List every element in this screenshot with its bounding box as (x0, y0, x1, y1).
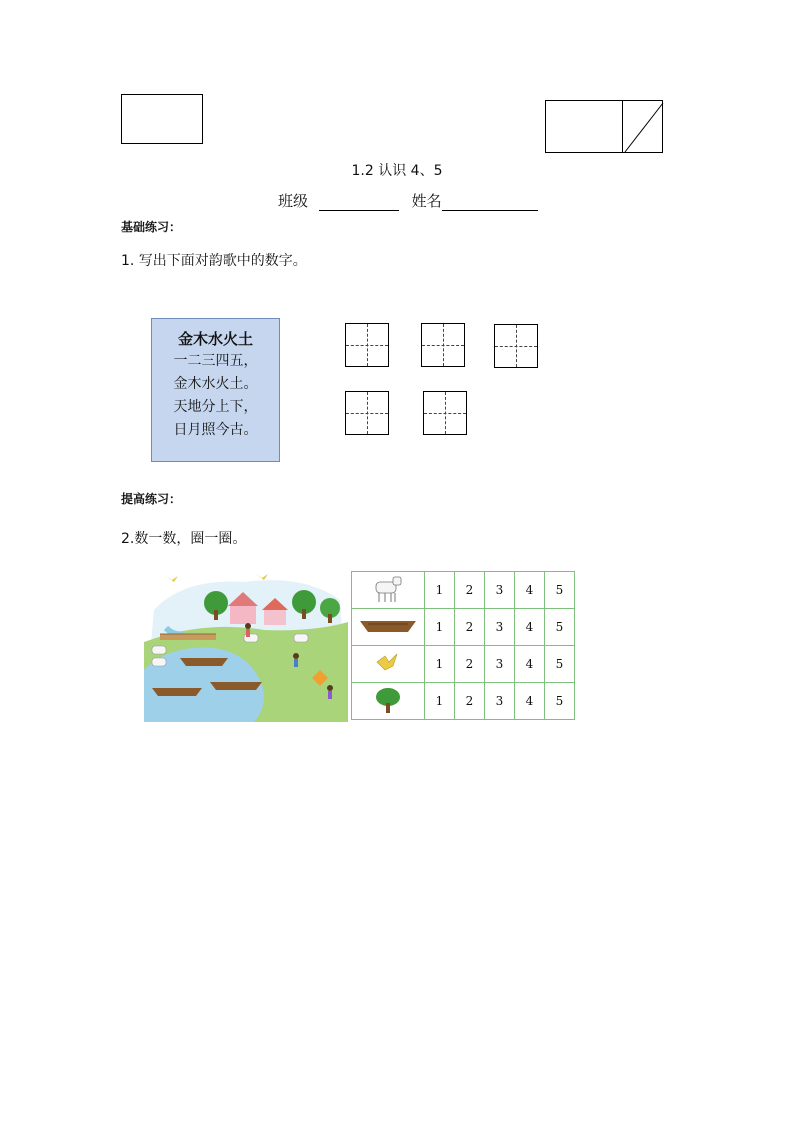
poem-line: 天地分上下， (173, 399, 258, 415)
section-heading-advanced: 提高练习： (121, 492, 182, 506)
writing-grid[interactable] (345, 391, 389, 435)
number-choice[interactable]: 5 (545, 572, 575, 609)
number-choice[interactable]: 5 (545, 683, 575, 720)
number-choice[interactable]: 5 (545, 609, 575, 646)
score-box (545, 100, 663, 153)
name-label: 姓名 (411, 192, 442, 210)
slash-mark (623, 101, 665, 154)
section-heading-basic: 基础练习： (121, 220, 182, 234)
boat-icon (352, 609, 425, 646)
blank-box (121, 94, 203, 144)
page-title: 1.2 认识 4、5 (351, 163, 443, 179)
bird-icon (352, 646, 425, 683)
table-row (352, 683, 575, 720)
number-choice[interactable]: 2 (455, 646, 485, 683)
class-label: 班级 (278, 192, 309, 210)
number-choice[interactable]: 1 (425, 646, 455, 683)
table-row (352, 572, 575, 609)
number-choice[interactable]: 3 (485, 683, 515, 720)
table-row (352, 646, 575, 683)
number-choice[interactable]: 4 (515, 609, 545, 646)
tree-icon (352, 683, 425, 720)
question-2: 2.数一数，圈一圈。 (121, 531, 247, 547)
number-choice[interactable]: 5 (545, 646, 575, 683)
bird-icon (166, 574, 268, 582)
poem-line: 一二三四五， (173, 353, 258, 369)
goat-icon (352, 572, 425, 609)
number-choice[interactable]: 4 (515, 572, 545, 609)
number-choice[interactable]: 1 (425, 609, 455, 646)
poem-line: 日月照今古。 (173, 422, 258, 438)
writing-grid[interactable] (423, 391, 467, 435)
class-blank[interactable] (319, 194, 399, 211)
number-choice[interactable]: 3 (485, 572, 515, 609)
number-choice[interactable]: 3 (485, 609, 515, 646)
poem-card (151, 318, 280, 462)
poem-line: 金木水火土。 (173, 376, 258, 392)
number-choice[interactable]: 2 (455, 609, 485, 646)
table-row (352, 609, 575, 646)
number-choice[interactable]: 1 (425, 572, 455, 609)
number-choice[interactable]: 4 (515, 646, 545, 683)
number-choice[interactable]: 2 (455, 683, 485, 720)
poem-title: 金木水火土 (177, 330, 253, 348)
question-1: 1. 写出下面对韵歌中的数字。 (121, 253, 307, 269)
number-choice[interactable]: 4 (515, 683, 545, 720)
number-choice[interactable]: 2 (455, 572, 485, 609)
class-name-line (278, 190, 538, 211)
writing-grid[interactable] (421, 323, 465, 367)
writing-grid[interactable] (345, 323, 389, 367)
name-blank[interactable] (442, 194, 538, 211)
counting-table (351, 571, 575, 720)
number-choice[interactable]: 3 (485, 646, 515, 683)
number-choice[interactable]: 1 (425, 683, 455, 720)
writing-grid[interactable] (494, 324, 538, 368)
village-scene-illustration (144, 570, 348, 722)
